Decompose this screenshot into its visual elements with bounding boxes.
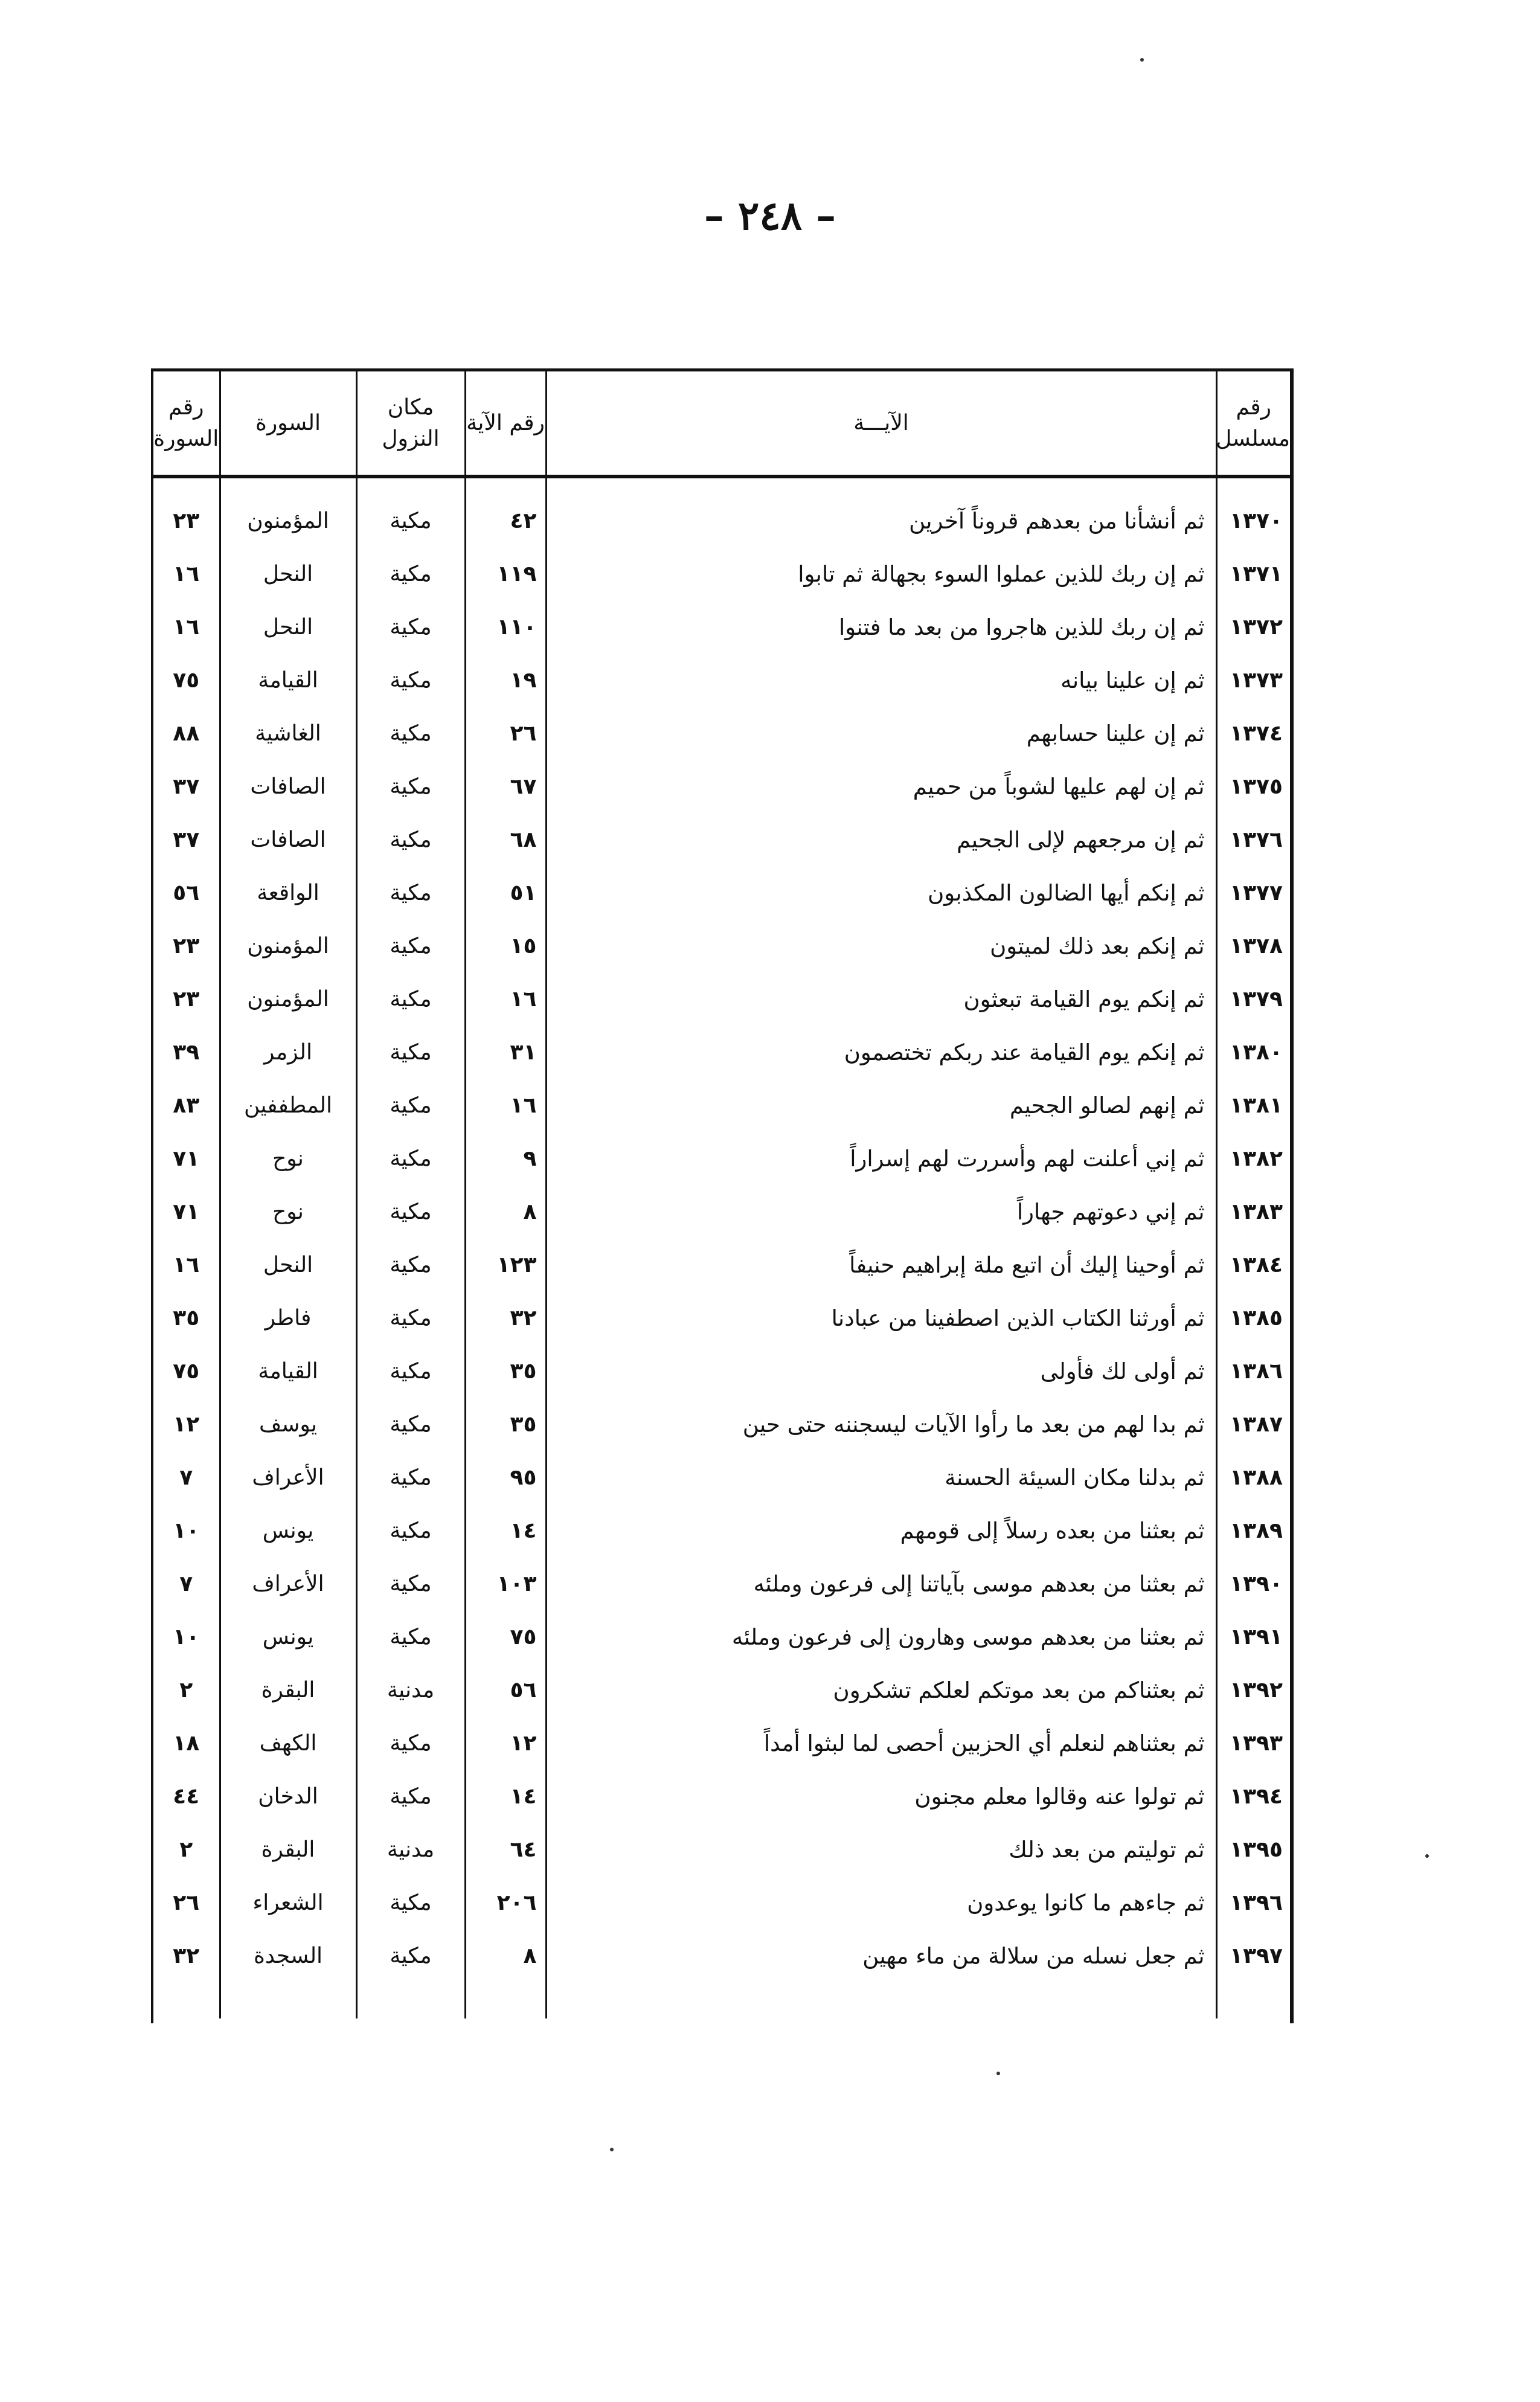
ayah-number-cell: ٣٢ <box>465 1291 546 1344</box>
ayah-cell: ثم بعثنا من بعدهم موسى بآياتنا إلى فرعون وملئه <box>546 1557 1216 1610</box>
table-row <box>153 1185 1290 1238</box>
surah-number-cell: ٧٥ <box>173 667 200 693</box>
surah-number-cell: ٣٢ <box>173 1943 200 1968</box>
header-serial: رقم مسلسل <box>1216 371 1290 475</box>
surah-number-cell: ٧٥ <box>173 1358 200 1384</box>
surah-number-cell: ٣٩ <box>173 1039 200 1065</box>
header-spacer <box>153 475 1290 494</box>
table-row <box>153 494 1290 547</box>
ayah-cell: ثم بدلنا مكان السيئة الحسنة <box>546 1451 1216 1504</box>
surah-number-cell: ٣٧ <box>173 827 200 852</box>
ayah-number-cell: ٣٥ <box>465 1344 546 1398</box>
serial-cell: ١٣٧٠ <box>1216 494 1290 547</box>
surah-number-cell: ١٦ <box>173 561 200 586</box>
table-row <box>153 1663 1290 1716</box>
ayah-cell: ثم إن علينا بيانه <box>546 653 1216 707</box>
table-row <box>153 1238 1290 1291</box>
ayah-number-cell: ١٥ <box>465 919 546 972</box>
ayah-number-cell: ٦٧ <box>465 760 546 813</box>
serial-cell: ١٣٩٢ <box>1216 1663 1290 1716</box>
place-cell: مكية <box>356 1026 465 1079</box>
surah-number-cell: ١٦ <box>173 1252 200 1277</box>
place-cell: مكية <box>356 1079 465 1132</box>
table-tail <box>153 1982 1290 2018</box>
ayah-number-cell: ٩٥ <box>465 1451 546 1504</box>
surah-number-cell: ٢٦ <box>173 1890 200 1915</box>
ayah-number-cell: ٣١ <box>465 1026 546 1079</box>
surah-number-cell: ٧ <box>179 1465 193 1490</box>
surah-number-cell: ٨٨ <box>173 721 200 746</box>
ayah-number-cell: ٢٦ <box>465 707 546 760</box>
serial-cell: ١٣٩٥ <box>1216 1823 1290 1876</box>
place-cell: مكية <box>356 1876 465 1929</box>
serial-cell: ١٣٩٦ <box>1216 1876 1290 1929</box>
ayah-number-cell: ١٠٣ <box>465 1557 546 1610</box>
place-cell: مكية <box>356 1610 465 1663</box>
ayah-number-cell: ٣٥ <box>465 1398 546 1451</box>
ayah-cell: ثم بعثناهم لنعلم أي الحزبين أحصى لما لبثوا أمداً <box>546 1716 1216 1770</box>
place-cell: مكية <box>356 1716 465 1770</box>
ayah-cell: ثم جاءهم ما كانوا يوعدون <box>546 1876 1216 1929</box>
serial-cell: ١٣٨٢ <box>1216 1132 1290 1185</box>
ayah-number-cell: ٤٢ <box>465 494 546 547</box>
surah-number-cell: ١٠ <box>173 1624 200 1649</box>
surah-cell: النحل <box>220 600 356 653</box>
place-cell: مكية <box>356 1770 465 1823</box>
ayah-number-cell: ١٢ <box>465 1716 546 1770</box>
serial-cell: ١٣٧٤ <box>1216 707 1290 760</box>
header-row <box>153 371 1290 475</box>
surah-number-cell: ١٦ <box>173 614 200 640</box>
table-row <box>153 1344 1290 1398</box>
table-row <box>153 1770 1290 1823</box>
ayah-number-cell: ١٤ <box>465 1504 546 1557</box>
surah-cell: يوسف <box>220 1398 356 1451</box>
place-cell: مكية <box>356 1451 465 1504</box>
ayah-number-cell: ١٦ <box>465 1079 546 1132</box>
serial-cell: ١٣٩٠ <box>1216 1557 1290 1610</box>
place-cell: مدنية <box>356 1823 465 1876</box>
surah-cell: يونس <box>220 1504 356 1557</box>
ayah-number-cell: ٧٥ <box>465 1610 546 1663</box>
place-cell: مكية <box>356 866 465 919</box>
surah-number-cell: ١٠ <box>173 1518 200 1543</box>
ayah-number-cell: ٥٦ <box>465 1663 546 1716</box>
table-row <box>153 707 1290 760</box>
surah-cell: البقرة <box>220 1823 356 1876</box>
place-cell: مكية <box>356 707 465 760</box>
place-cell: مكية <box>356 760 465 813</box>
ayah-cell: ثم إني دعوتهم جهاراً <box>546 1185 1216 1238</box>
serial-cell: ١٣٨١ <box>1216 1079 1290 1132</box>
table-row <box>153 1504 1290 1557</box>
surah-cell: الواقعة <box>220 866 356 919</box>
place-cell: مكية <box>356 1132 465 1185</box>
surah-number-cell: ١٢ <box>173 1411 200 1437</box>
serial-cell: ١٣٨٠ <box>1216 1026 1290 1079</box>
table-row <box>153 760 1290 813</box>
table-row <box>153 866 1290 919</box>
index-grid <box>153 371 1290 2018</box>
surah-number-cell: ٨٣ <box>173 1093 200 1118</box>
place-cell: مكية <box>356 1398 465 1451</box>
serial-cell: ١٣٨٦ <box>1216 1344 1290 1398</box>
ayah-cell: ثم إنكم بعد ذلك لميتون <box>546 919 1216 972</box>
ayah-number-cell: ٦٤ <box>465 1823 546 1876</box>
header-ayah-number: رقم الآية <box>465 371 546 475</box>
ayah-number-cell: ١٩ <box>465 653 546 707</box>
surah-number-cell: ٣٧ <box>173 774 200 799</box>
surah-cell: الدخان <box>220 1770 356 1823</box>
serial-cell: ١٣٧٧ <box>1216 866 1290 919</box>
table-row <box>153 1876 1290 1929</box>
surah-cell: الزمر <box>220 1026 356 1079</box>
serial-cell: ١٣٧٦ <box>1216 813 1290 866</box>
ayah-cell: ثم إن لهم عليها لشوباً من حميم <box>546 760 1216 813</box>
ayah-cell: ثم أورثنا الكتاب الذين اصطفينا من عبادنا <box>546 1291 1216 1344</box>
ayah-cell: ثم توليتم من بعد ذلك <box>546 1823 1216 1876</box>
table-row <box>153 1026 1290 1079</box>
place-cell: مكية <box>356 1344 465 1398</box>
serial-cell: ١٣٨٤ <box>1216 1238 1290 1291</box>
ayah-cell: ثم تولوا عنه وقالوا معلم مجنون <box>546 1770 1216 1823</box>
serial-cell: ١٣٧٢ <box>1216 600 1290 653</box>
table-row <box>153 1716 1290 1770</box>
serial-cell: ١٣٨٥ <box>1216 1291 1290 1344</box>
serial-cell: ١٣٧٣ <box>1216 653 1290 707</box>
place-cell: مكية <box>356 919 465 972</box>
place-cell: مكية <box>356 1557 465 1610</box>
header-place: مكان النزول <box>356 371 465 475</box>
serial-cell: ١٣٩٣ <box>1216 1716 1290 1770</box>
ayah-cell: ثم أوحينا إليك أن اتبع ملة إبراهيم حنيفاً <box>546 1238 1216 1291</box>
serial-cell: ١٣٩٤ <box>1216 1770 1290 1823</box>
ayah-cell: ثم بعثنا من بعده رسلاً إلى قومهم <box>546 1504 1216 1557</box>
ayah-number-cell: ١٢٣ <box>465 1238 546 1291</box>
place-cell: مكية <box>356 653 465 707</box>
ayah-cell: ثم إنكم يوم القيامة عند ربكم تختصمون <box>546 1026 1216 1079</box>
surah-cell: نوح <box>220 1132 356 1185</box>
place-cell: مكية <box>356 1929 465 1982</box>
surah-cell: السجدة <box>220 1929 356 1982</box>
serial-cell: ١٣٨٧ <box>1216 1398 1290 1451</box>
ayah-number-cell: ٨ <box>465 1185 546 1238</box>
ayah-cell: ثم إن ربك للذين عملوا السوء بجهالة ثم تابوا <box>546 547 1216 600</box>
place-cell: مكية <box>356 1504 465 1557</box>
table-row <box>153 972 1290 1026</box>
surah-number-cell: ٢ <box>179 1837 193 1862</box>
ayah-cell: ثم بدا لهم من بعد ما رأوا الآيات ليسجننه حتى حين <box>546 1398 1216 1451</box>
place-cell: مكية <box>356 972 465 1026</box>
ayah-cell: ثم أولى لك فأولى <box>546 1344 1216 1398</box>
serial-cell: ١٣٩٧ <box>1216 1929 1290 1982</box>
surah-cell: المؤمنون <box>220 919 356 972</box>
serial-cell: ١٣٧١ <box>1216 547 1290 600</box>
ayah-cell: ثم جعل نسله من سلالة من ماء مهين <box>546 1929 1216 1982</box>
header-ayah: الآيـــة <box>546 371 1216 475</box>
surah-cell: يونس <box>220 1610 356 1663</box>
table-row <box>153 547 1290 600</box>
surah-cell: الغاشية <box>220 707 356 760</box>
ayah-cell: ثم إنهم لصالو الجحيم <box>546 1079 1216 1132</box>
ayah-number-cell: ١٦ <box>465 972 546 1026</box>
table-row <box>153 1610 1290 1663</box>
surah-number-cell: ٢٣ <box>173 508 200 533</box>
ayah-cell: ثم إن مرجعهم لإلى الجحيم <box>546 813 1216 866</box>
table-row <box>153 813 1290 866</box>
serial-cell: ١٣٨٩ <box>1216 1504 1290 1557</box>
ayah-cell: ثم إني أعلنت لهم وأسررت لهم إسراراً <box>546 1132 1216 1185</box>
scan-speck <box>1140 58 1144 62</box>
place-cell: مكية <box>356 813 465 866</box>
ayah-cell: ثم أنشأنا من بعدهم قروناً آخرين <box>546 494 1216 547</box>
header-surah: السورة <box>220 371 356 475</box>
ayah-cell: ثم إن علينا حسابهم <box>546 707 1216 760</box>
table-row <box>153 1079 1290 1132</box>
table-row <box>153 1398 1290 1451</box>
serial-cell: ١٣٧٨ <box>1216 919 1290 972</box>
surah-number-cell: ٧ <box>179 1571 193 1596</box>
scan-speck <box>996 2072 1000 2075</box>
table-row <box>153 1132 1290 1185</box>
serial-cell: ١٣٧٩ <box>1216 972 1290 1026</box>
surah-cell: الصافات <box>220 813 356 866</box>
surah-cell: الأعراف <box>220 1451 356 1504</box>
serial-cell: ١٣٧٥ <box>1216 760 1290 813</box>
surah-cell: القيامة <box>220 1344 356 1398</box>
surah-number-cell: ٣٥ <box>173 1305 200 1331</box>
ayah-number-cell: ٦٨ <box>465 813 546 866</box>
header-surah-number: رقم السورة <box>153 394 219 451</box>
surah-cell: الصافات <box>220 760 356 813</box>
surah-cell: الأعراف <box>220 1557 356 1610</box>
surah-number-cell: ٢ <box>179 1677 193 1703</box>
ayah-cell: ثم بعثنا من بعدهم موسى وهارون إلى فرعون وملئه <box>546 1610 1216 1663</box>
table-row <box>153 600 1290 653</box>
surah-cell: المؤمنون <box>220 494 356 547</box>
surah-cell: الكهف <box>220 1716 356 1770</box>
surah-cell: القيامة <box>220 653 356 707</box>
surah-cell: المؤمنون <box>220 972 356 1026</box>
surah-cell: المطففين <box>220 1079 356 1132</box>
place-cell: مكية <box>356 494 465 547</box>
place-cell: مكية <box>356 600 465 653</box>
surah-number-cell: ٧١ <box>173 1146 200 1171</box>
ayah-number-cell: ١٤ <box>465 1770 546 1823</box>
surah-cell: فاطر <box>220 1291 356 1344</box>
page-number: – ٢٤٨ – <box>704 192 836 239</box>
table-row <box>153 1451 1290 1504</box>
surah-number-cell: ٧١ <box>173 1199 200 1224</box>
place-cell: مكية <box>356 547 465 600</box>
surah-cell: البقرة <box>220 1663 356 1716</box>
ayah-number-cell: ٥١ <box>465 866 546 919</box>
ayah-number-cell: ٨ <box>465 1929 546 1982</box>
serial-cell: ١٣٨٣ <box>1216 1185 1290 1238</box>
surah-number-cell: ١٨ <box>173 1730 200 1756</box>
place-cell: مكية <box>356 1238 465 1291</box>
ayah-cell: ثم إن ربك للذين هاجروا من بعد ما فتنوا <box>546 600 1216 653</box>
ayah-cell: ثم بعثناكم من بعد موتكم لعلكم تشكرون <box>546 1663 1216 1716</box>
scan-speck <box>610 2148 614 2151</box>
serial-cell: ١٣٨٨ <box>1216 1451 1290 1504</box>
serial-cell: ١٣٩١ <box>1216 1610 1290 1663</box>
table-row <box>153 1557 1290 1610</box>
table-row <box>153 919 1290 972</box>
place-cell: مكية <box>356 1291 465 1344</box>
table-row <box>153 1291 1290 1344</box>
ayah-number-cell: ١١٠ <box>465 600 546 653</box>
surah-cell: نوح <box>220 1185 356 1238</box>
surah-cell: الشعراء <box>220 1876 356 1929</box>
table-right-border <box>1290 368 1294 2023</box>
ayah-number-cell: ١١٩ <box>465 547 546 600</box>
place-cell: مدنية <box>356 1663 465 1716</box>
place-cell: مكية <box>356 1185 465 1238</box>
index-table <box>151 368 1294 2023</box>
surah-number-cell: ٢٣ <box>173 933 200 959</box>
table-row <box>153 1823 1290 1876</box>
table-row <box>153 653 1290 707</box>
scan-speck <box>1425 1854 1429 1858</box>
table-row <box>153 1929 1290 1982</box>
surah-cell: النحل <box>220 547 356 600</box>
ayah-number-cell: ٢٠٦ <box>465 1876 546 1929</box>
surah-cell: النحل <box>220 1238 356 1291</box>
ayah-cell: ثم إنكم أيها الضالون المكذبون <box>546 866 1216 919</box>
surah-number-cell: ٥٦ <box>173 880 200 905</box>
table-body <box>153 494 1290 2018</box>
surah-number-cell: ٤٤ <box>173 1784 200 1809</box>
ayah-cell: ثم إنكم يوم القيامة تبعثون <box>546 972 1216 1026</box>
surah-number-cell: ٢٣ <box>173 986 200 1012</box>
ayah-number-cell: ٩ <box>465 1132 546 1185</box>
